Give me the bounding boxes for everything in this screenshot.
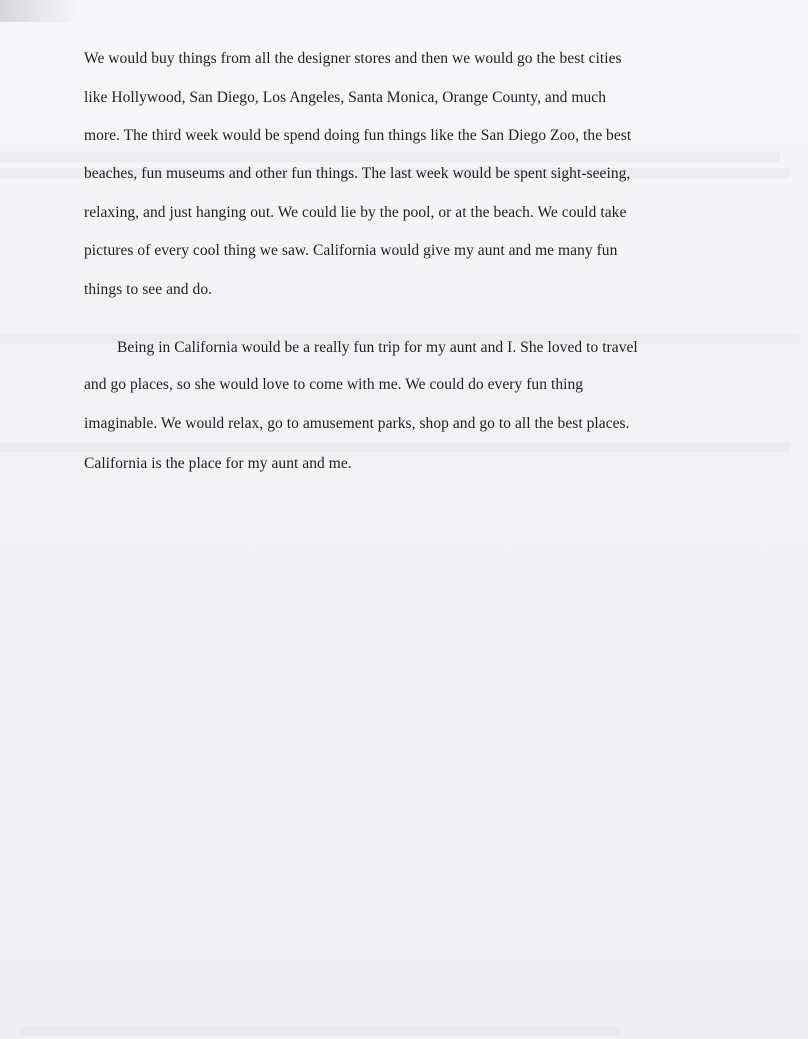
bleed-through-mark: [0, 442, 790, 452]
text-line: relaxing, and just hanging out. We could lie by the pool, or at the beach. We could take: [84, 204, 627, 221]
text-line: like Hollywood, San Diego, Los Angeles, Santa Monica, Orange County, and much: [84, 89, 607, 106]
text-line: California is the place for my aunt and me.: [84, 455, 352, 472]
text-line: more. The third week would be spend doing fun things like the San Diego Zoo, the best: [84, 127, 632, 144]
text-line: Being in California would be a really fun trip for my aunt and I. She loved to travel: [117, 339, 638, 356]
text-line: imaginable. We would relax, go to amusement parks, shop and go to all the best places.: [84, 415, 630, 432]
text-line: We would buy things from all the designer stores and then we would go the best cities: [84, 50, 622, 67]
text-line: things to see and do.: [84, 281, 213, 298]
scan-shadow: [0, 0, 80, 22]
bleed-through-mark: [20, 1026, 620, 1036]
text-line: and go places, so she would love to come with me. We could do every fun thing: [84, 376, 584, 393]
text-line: pictures of every cool thing we saw. California would give my aunt and me many fun: [84, 242, 618, 259]
bleed-through-mark: [0, 152, 780, 162]
text-line: beaches, fun museums and other fun things. The last week would be spent sight-seeing,: [84, 165, 631, 182]
